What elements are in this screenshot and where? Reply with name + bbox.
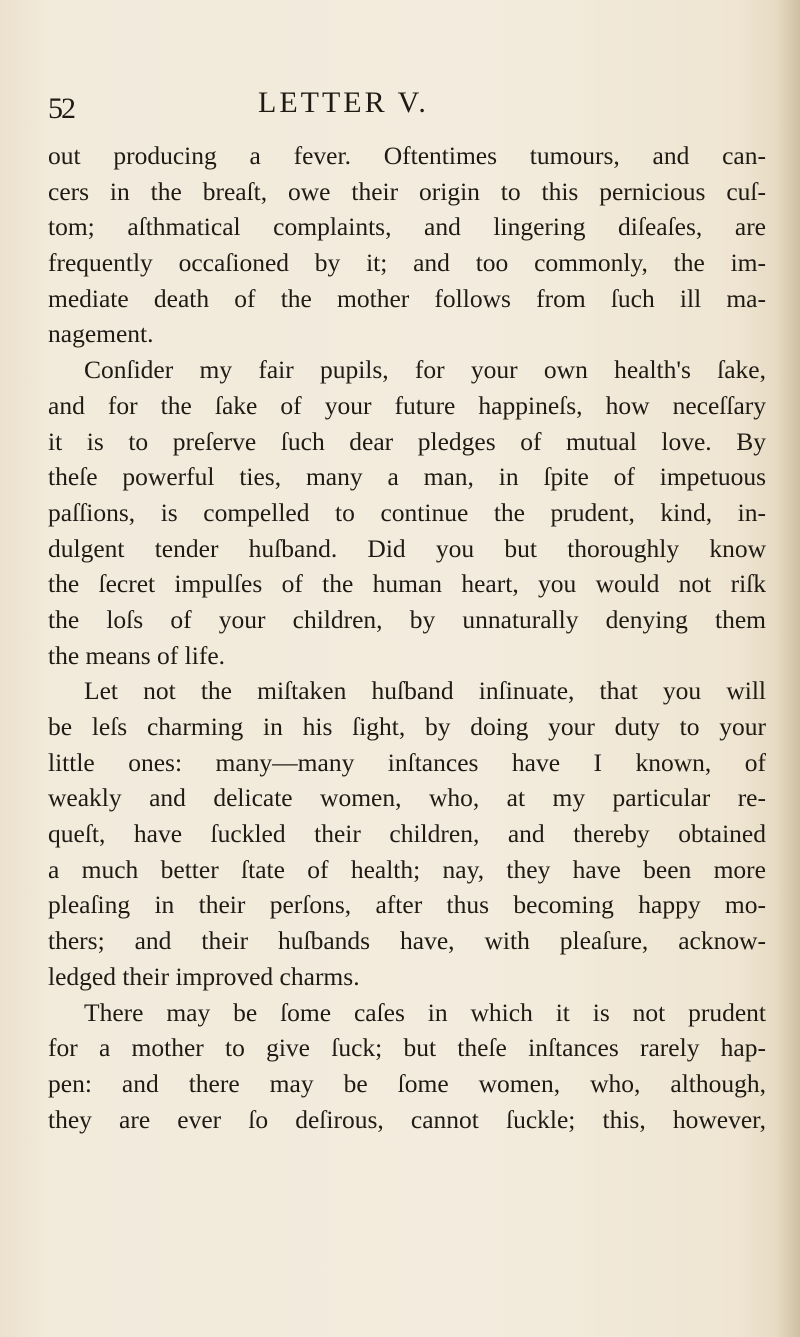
text-line: There may be ſome caſes in which it is not prudent bbox=[84, 997, 766, 1027]
text-line: mediate death of the mother follows from ſuch ill ma- bbox=[48, 283, 766, 313]
page-header bbox=[48, 86, 768, 126]
text-line: weakly and delicate women, who, at my particular re- bbox=[48, 783, 766, 813]
text-line: thers; and their huſbands have, with pleaſure, acknow- bbox=[48, 926, 766, 956]
text-line: Let not the miſtaken huſband inſinuate, that you will bbox=[84, 676, 766, 706]
text-line: for a mother to give ſuck; but theſe inſtances rarely hap- bbox=[48, 1033, 766, 1063]
text-line: the loſs of your children, by unnaturally denying them bbox=[48, 604, 766, 634]
running-head: LETTER V. bbox=[258, 86, 429, 119]
text-line: nagement. bbox=[48, 319, 154, 349]
text-line: pleaſing in their perſons, after thus becoming happy mo- bbox=[48, 890, 766, 920]
text-line: pen: and there may be ſome women, who, although, bbox=[48, 1068, 766, 1098]
text-line: tom; aſthmatical complaints, and lingering diſeaſes, are bbox=[48, 212, 766, 242]
page-edge-shadow bbox=[776, 0, 800, 1337]
text-line: frequently occaſioned by it; and too commonly, the im- bbox=[48, 248, 766, 278]
page-number: 52 bbox=[48, 92, 74, 125]
text-line: dulgent tender huſband. Did you but thoroughly know bbox=[48, 533, 766, 563]
text-line: the ſecret impulſes of the human heart, you would not riſk bbox=[48, 569, 766, 599]
text-line: theſe powerful ties, many a man, in ſpite of impetuous bbox=[48, 462, 766, 492]
text-line: queſt, have ſuckled their children, and thereby obtained bbox=[48, 819, 766, 849]
text-line: Conſider my fair pupils, for your own health's ſake, bbox=[84, 355, 766, 385]
text-line: they are ever ſo deſirous, cannot ſuckle; this, however, bbox=[48, 1104, 766, 1134]
text-line: be leſs charming in his ſight, by doing your duty to your bbox=[48, 712, 766, 741]
text-line: little ones: many—many inſtances have I known, of bbox=[48, 747, 766, 777]
text-line: out producing a fever. Oftentimes tumours, and can- bbox=[48, 141, 766, 170]
text-line: paſſions, is compelled to continue the prudent, kind, in- bbox=[48, 497, 766, 527]
text-line: a much better ſtate of health; nay, they have been more bbox=[48, 854, 766, 884]
text-line: the means of life. bbox=[48, 640, 226, 670]
text-line: and for the ſake of your future happineſs, how neceſſary bbox=[48, 390, 766, 420]
text-line: cers in the breaſt, owe their origin to this pernicious cuſ- bbox=[48, 176, 766, 206]
text-line: ledged their improved charms. bbox=[48, 961, 360, 991]
body-text bbox=[48, 138, 766, 1137]
text-line: it is to preſerve ſuch dear pledges of mutual love. By bbox=[48, 426, 766, 456]
